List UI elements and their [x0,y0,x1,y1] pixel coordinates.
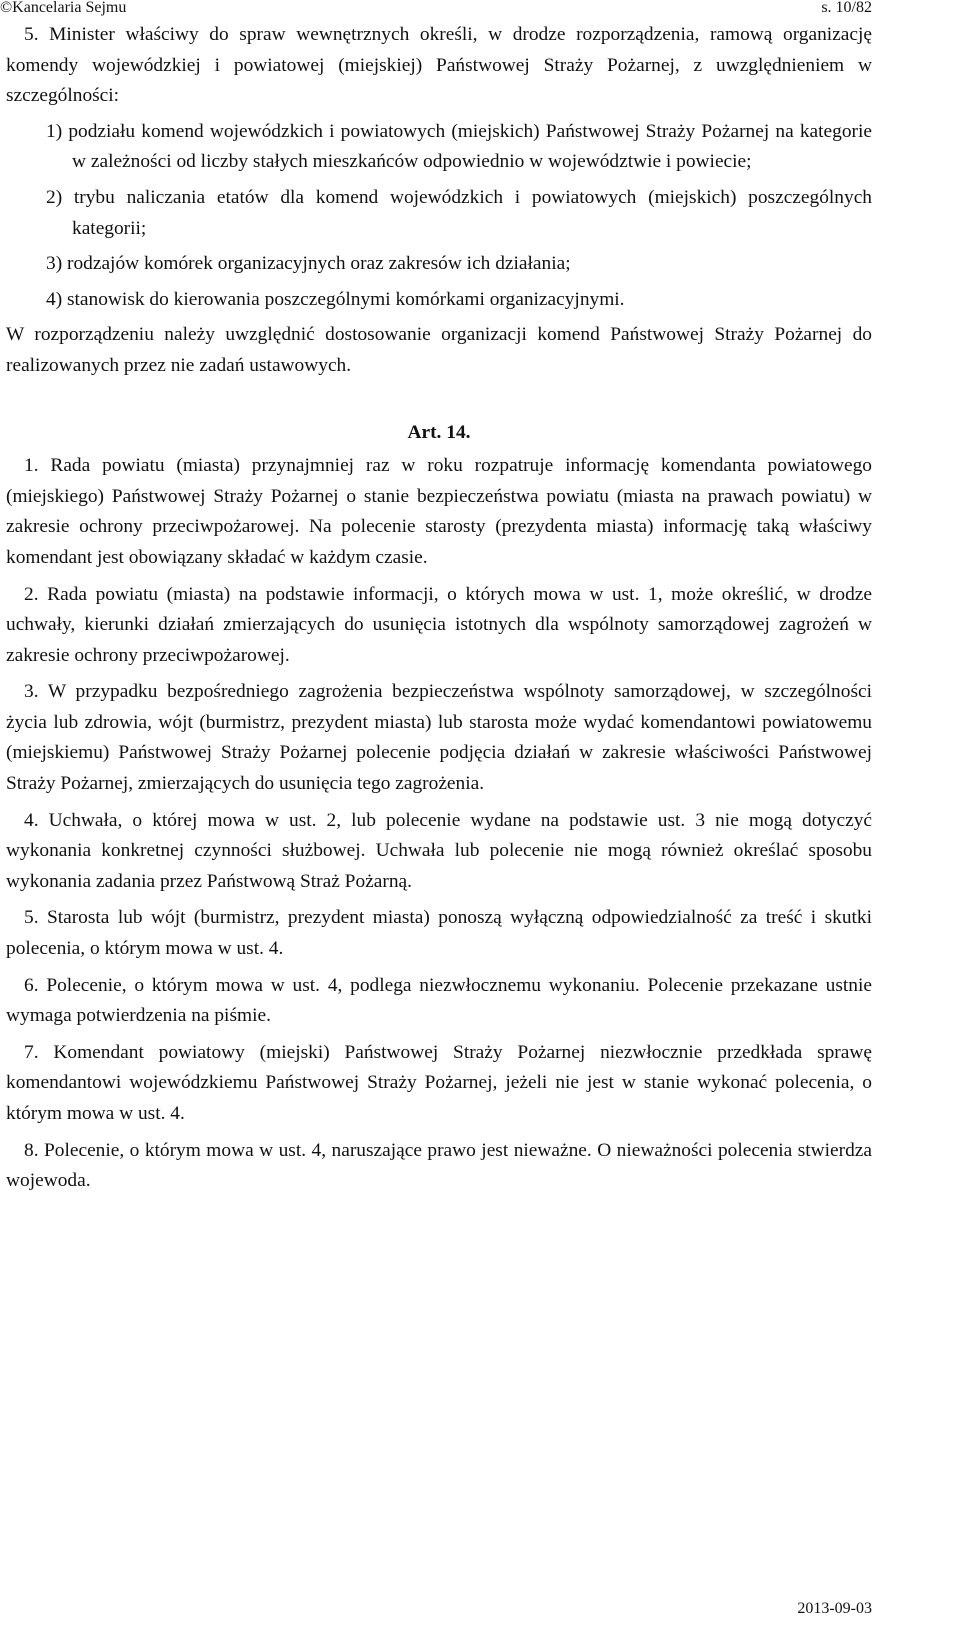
section-5-point-4: 4) stanowisk do kierowania poszczególnymi komórkami organizacyjnymi. [46,288,625,310]
page-number: s. 10/82 [821,0,872,16]
article-paragraph-5: 5. Starosta lub wójt (burmistrz, prezydent miasta) ponoszą wyłączną odpowiedzialność za treść i skutki polecenia, o którym mowa w ust. 4. [6,907,872,960]
copyright-label: ©Kancelaria Sejmu [0,0,127,16]
section-5-intro: 5. Minister właściwy do spraw wewnętrznych określi, w drodze rozporządzenia, ramową organizację komendy wojewódzkiej i powiatowej (miejskiej) Państwowej Straży Pożarnej, z uwzględnieniem w szczególności: [6,24,872,107]
article-paragraph-1: 1. Rada powiatu (miasta) przynajmniej raz w roku rozpatruje informację komendanta powiatowego (miejskiego) Państwowej Straży Pożarnej o stanie bezpieczeństwa powiatu (miasta na prawach powiatu) w zakresie ochrony przeciwpożarowej. Na polecenie starosty (prezydenta miasta) informację taką właściwy komendant jest obowiązany składać w każdym czasie. [6,455,872,568]
footer-date: 2013-09-03 [797,1600,872,1617]
section-5-point-3: 3) rodzajów komórek organizacyjnych oraz zakresów ich działania; [46,253,571,275]
section-5-point-2: 2) trybu naliczania etatów dla komend wojewódzkich i powiatowych (miejskich) poszczególnych kategorii; [46,186,872,239]
page-header [0,0,872,20]
document-body [6,20,872,1203]
article-paragraph-6: 6. Polecenie, o którym mowa w ust. 4, podlega niezwłocznemu wykonaniu. Polecenie przekazane ustnie wymaga potwierdzenia na piśmie. [6,974,872,1027]
article-paragraph-4: 4. Uchwała, o której mowa w ust. 2, lub polecenie wydane na podstawie ust. 3 nie mogą dotyczyć wykonania konkretnej czynności służbowej. Uchwała lub polecenie nie mogą również określać sposobu wykonania zadania przez Państwową Straż Pożarną. [6,809,872,892]
article-paragraph-8: 8. Polecenie, o którym mowa w ust. 4, naruszające prawo jest nieważne. O nieważności polecenia stwierdza wojewoda. [6,1139,872,1192]
section-5-closing: W rozporządzeniu należy uwzględnić dostosowanie organizacji komend Państwowej Straży Pożarnej do realizowanych przez nie zadań ustawowych. [6,324,872,376]
article-paragraph-3: 3. W przypadku bezpośredniego zagrożenia bezpieczeństwa wspólnoty samorządowej, w szczególności życia lub zdrowia, wójt (burmistrz, prezydent miasta) lub starosta może wydać komendantowi powiatowemu (miejskiemu) Państwowej Straży Pożarnej polecenie podjęcia działań w zakresie właściwości Państwowej Straży Pożarnej, zmierzających do usunięcia tego zagrożenia. [6,681,872,795]
article-paragraph-7: 7. Komendant powiatowy (miejski) Państwowej Straży Pożarnej niezwłocznie przedkłada sprawę komendantowi wojewódzkiemu Państwowej Straży Pożarnej, jeżeli nie jest w stanie wykonać polecenia, o którym mowa w ust. 4. [6,1041,872,1124]
article-paragraph-2: 2. Rada powiatu (miasta) na podstawie informacji, o których mowa w ust. 1, może określić, w drodze uchwały, kierunki działań zmierzających do usunięcia istotnych dla wspólnoty samorządowej zagrożeń w zakresie ochrony przeciwpożarowej. [6,583,872,666]
article-title: Art. 14. [407,421,471,443]
section-5-point-1: 1) podziału komend wojewódzkich i powiatowych (miejskich) Państwowej Straży Pożarnej na kategorie w zależności od liczby stałych mieszkańców odpowiednio w województwie i powiecie; [46,120,872,173]
